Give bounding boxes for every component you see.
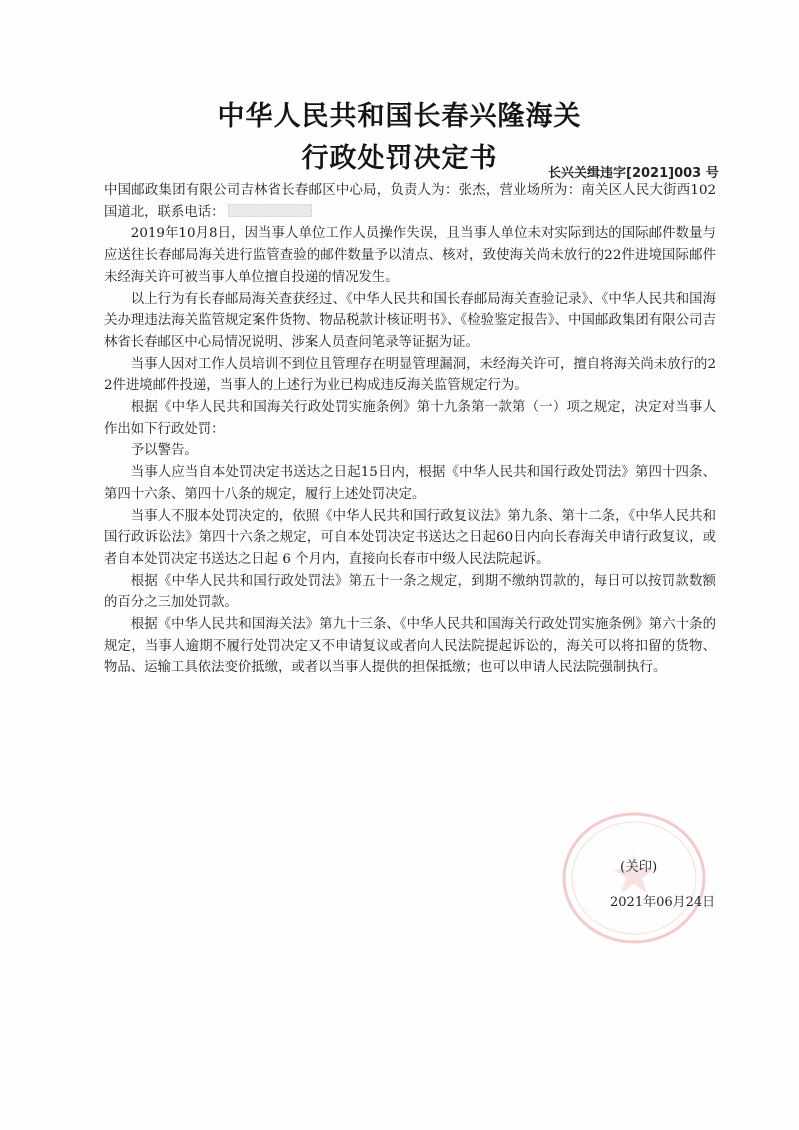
enforcement-paragraph: 根据《中华人民共和国海关法》第九十三条、《中华人民共和国海关行政处罚实施条例》第六十条的规定，当事人逾期不履行处罚决定又不申请复议或者向人民法院提起诉讼的，海关可以将扣留的货物、物品、运输工具依法变价抵缴，或者以当事人提供的担保抵缴；也可以申请人民法院强制执行。 [104, 617, 716, 676]
document-title-line2: 行政处罚决定书 [301, 143, 498, 174]
legal-basis-paragraph: 根据《中华人民共和国海关行政处罚实施条例》第十九条第一款第（一）项之规定，决定对当事人作出如下行政处罚： [104, 400, 716, 437]
document-title-line1: 中华人民共和国长春兴隆海关 [217, 101, 582, 132]
redacted-phone [228, 204, 312, 217]
document-number: 长兴关缉违字[2021]003 号 [548, 166, 719, 181]
performance-paragraph: 当事人应当自本处罚决定书送达之日起15日内，根据《中华人民共和国行政处罚法》第四十四条、第四十六条、第四十八条的规定，履行上述处罚决定。 [104, 465, 716, 502]
seal-label: (关印) [620, 860, 658, 875]
appeal-paragraph: 当事人不服本处罚决定的，依照《中华人民共和国行政复议法》第九条、第十二条，《中华人民共和国行政诉讼法》第四十六条之规定，可自本处罚决定书送达之日起60日内向长春海关申请行政复议，或者自本处罚决定书送达之日起 6 个月内，直接向长春市中级人民法院起诉。 [104, 508, 716, 567]
official-seal-stamp [558, 808, 710, 948]
document-body [104, 180, 716, 679]
party-info-paragraph [104, 180, 716, 223]
late-fee-paragraph: 根据《中华人民共和国行政处罚法》第五十一条之规定，到期不缴纳罚款的，每日可以按罚款数额的百分之三加处罚款。 [104, 573, 716, 611]
violation-paragraph: 当事人因对工作人员培训不到位且管理存在明显管理漏洞，未经海关许可，擅自将海关尚未放行的22件进境邮件投递，当事人的上述行为业已构成违反海关监管规定行为。 [104, 356, 716, 394]
evidence-paragraph: 以上行为有长春邮局海关查获经过、《中华人民共和国长春邮局海关查验记录》、《中华人民共和国海关办理违法海关监管规定案件货物、物品税款计核证明书》、《检验鉴定报告》、中国邮政集团有限公司吉林省长春邮区中心局情况说明、涉案人员查问笔录等证据为证。 [104, 291, 716, 350]
party-info-text: 中国邮政集团有限公司吉林省长春邮区中心局，负责人为：张杰，营业场所为：南关区人民大街西102国道北，联系电话： [104, 183, 716, 220]
issue-date: 2021年06月24日 [610, 895, 716, 910]
penalty-paragraph: 予以警告。 [130, 443, 198, 459]
facts-paragraph: 2019年10月8日，因当事人单位工作人员操作失误，且当事人单位未对实际到达的国际邮件数量与应送往长春邮局海关进行监管查验的邮件数量予以清点、核对，致使海关尚未放行的22件进境国际邮件未经海关许可被当事人单位擅自投递的情况发生。 [104, 226, 716, 285]
